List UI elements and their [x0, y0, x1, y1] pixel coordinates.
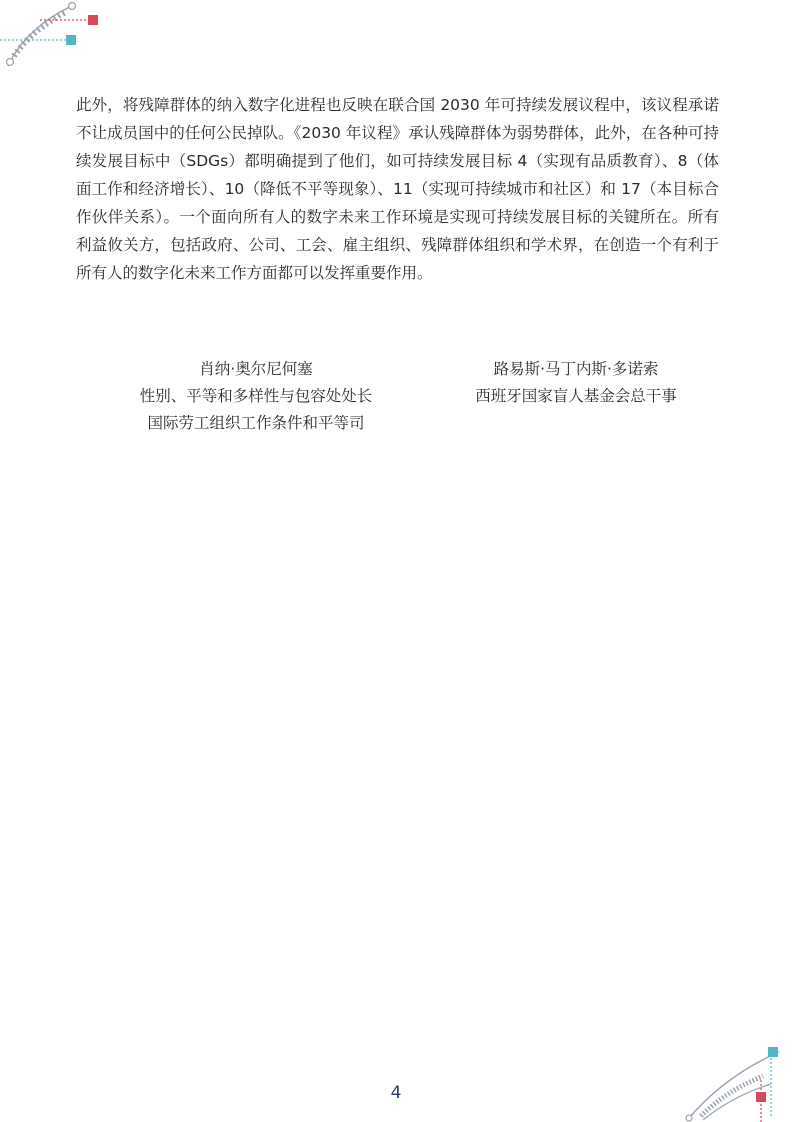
signature-block-left [110, 356, 402, 437]
signatory-title: 西班牙国家盲人基金会总干事 [475, 387, 677, 405]
page-number: 4 [390, 1083, 402, 1103]
signatory-title: 性别、平等和多样性与包容处处长 [139, 387, 373, 405]
signatory-name: 肖纳·奥尔尼何塞 [199, 360, 313, 378]
signatory-organization: 国际劳工组织工作条件和平等司 [147, 414, 365, 432]
signatory-name: 路易斯·马丁内斯·多诺索 [493, 360, 659, 378]
body-paragraph: 此外，将残障群体的纳入数字化进程也反映在联合国 2030 年可持续发展议程中，该议程承诺不让成员国中的任何公民掉队。《2030 年议程》承认残障群体为弱势群体，此外，在各种可持续发展目标中（SDGs）都明确提到了他们，如可持续发展目标 4（实现有品质教育）、8（体面工作和经济增长）、10（降低不平等现象）、11（实现可持续城市和社区）和 17（本目标合作伙伴关系）。一个面向所有人的数字未来工作环境是实现可持续发展目标的关键所在。所有利益攸关方，包括政府、公司、工会、雇主组织、残障群体组织和学术界，在创造一个有利于所有人的数字化未来工作方面都可以发挥重要作用。 [76, 96, 719, 282]
signature-block-right [430, 356, 722, 410]
corner-decoration-bottom-right [683, 1040, 793, 1122]
corner-decoration-top-left [0, 0, 110, 70]
